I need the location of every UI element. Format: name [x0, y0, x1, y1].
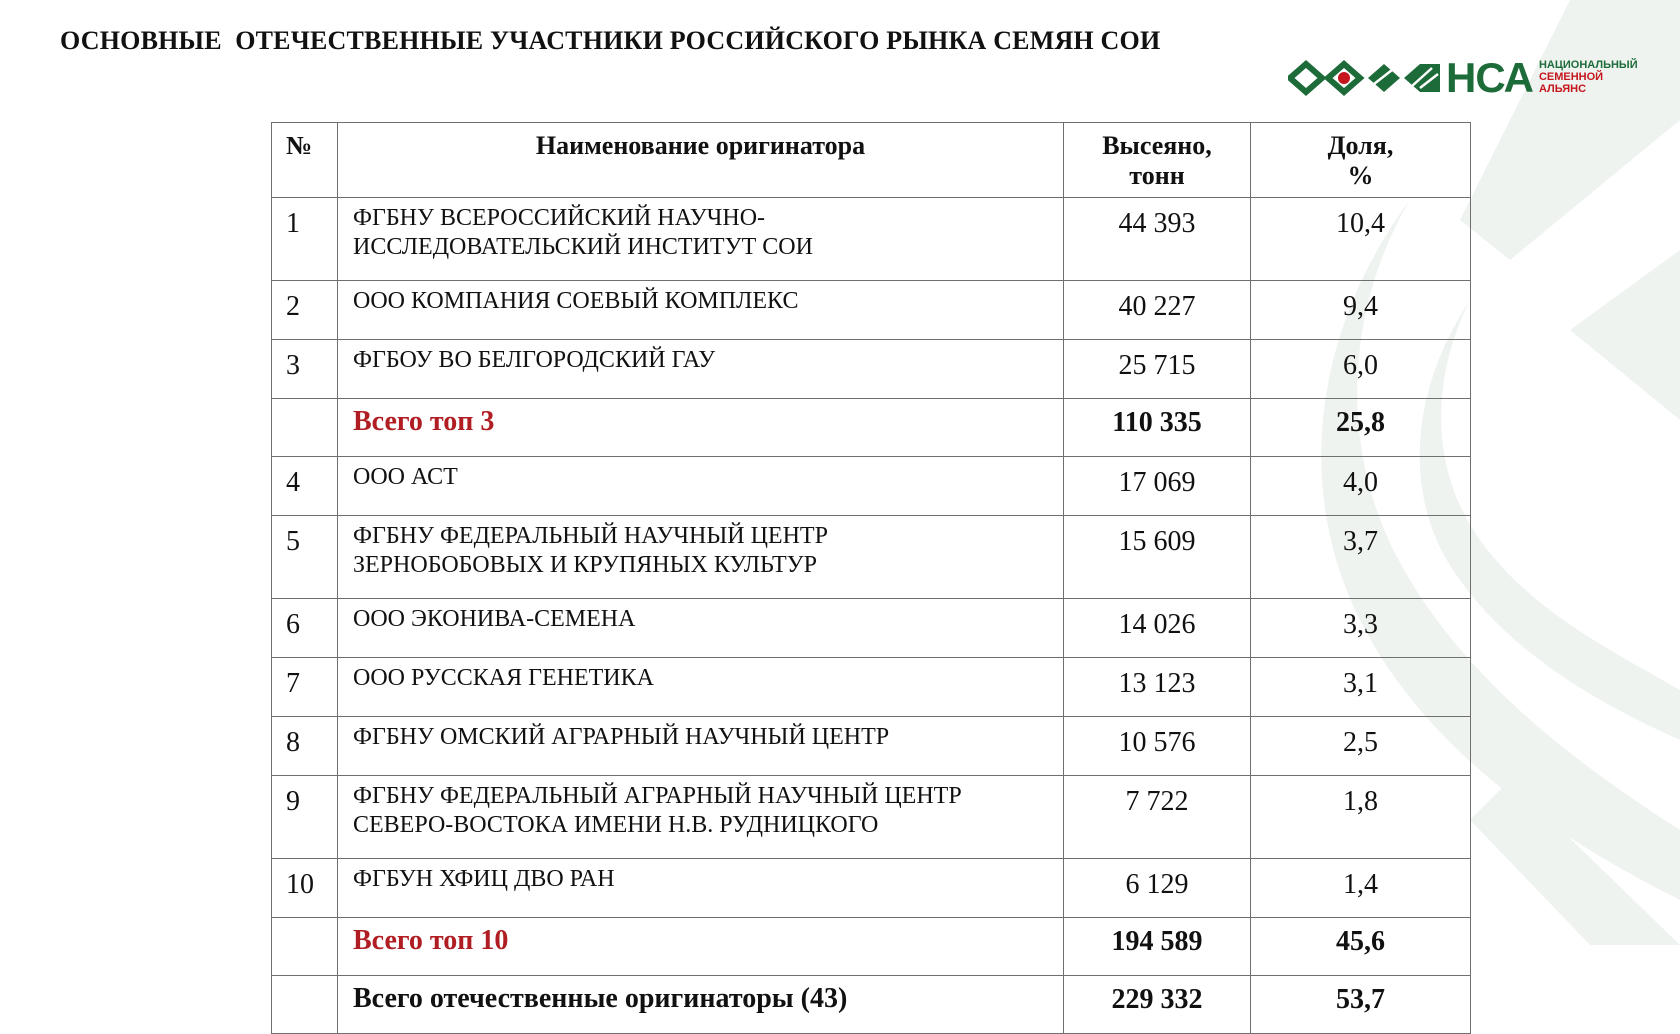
- total-sown: 194 589: [1064, 918, 1251, 976]
- row-name: [338, 516, 1064, 599]
- row-share: 10,4: [1251, 198, 1471, 281]
- logo-emblem-icon: [1288, 56, 1444, 100]
- row-num: 5: [272, 516, 338, 599]
- header-share-line1: Доля,: [1327, 131, 1394, 160]
- row-num: 8: [272, 717, 338, 776]
- row-sown: 10 576: [1064, 717, 1251, 776]
- row-share: 2,5: [1251, 717, 1471, 776]
- row-name-line2: СЕВЕРО-ВОСТОКА ИМЕНИ Н.В. РУДНИЦКОГО: [353, 812, 879, 838]
- row-sown: 6 129: [1064, 859, 1251, 918]
- row-sown: 7 722: [1064, 776, 1251, 859]
- table-row: [272, 340, 1471, 399]
- table-row: [272, 457, 1471, 516]
- header-share: [1251, 123, 1471, 198]
- logo-caption-line3: АЛЬЯНС: [1538, 83, 1587, 95]
- total-row-domestic: [272, 976, 1471, 1034]
- row-num: 7: [272, 658, 338, 717]
- total-label: Всего топ 3: [338, 399, 1064, 457]
- row-num-empty: [272, 399, 338, 457]
- row-share: 1,8: [1251, 776, 1471, 859]
- row-share: 1,4: [1251, 859, 1471, 918]
- row-name: ООО ЭКОНИВА-СЕМЕНА: [338, 599, 1064, 658]
- row-num-empty: [272, 918, 338, 976]
- row-sown: 17 069: [1064, 457, 1251, 516]
- row-name: ФГБНУ ОМСКИЙ АГРАРНЫЙ НАУЧНЫЙ ЦЕНТР: [338, 717, 1064, 776]
- row-share: 3,1: [1251, 658, 1471, 717]
- total-sown: 229 332: [1064, 976, 1251, 1034]
- row-sown: 40 227: [1064, 281, 1251, 340]
- row-num: 10: [272, 859, 338, 918]
- row-share: 6,0: [1251, 340, 1471, 399]
- total-share: 25,8: [1251, 399, 1471, 457]
- logo-caption-line2: СЕМЕННОЙ: [1538, 71, 1604, 83]
- row-name: ООО АСТ: [338, 457, 1064, 516]
- table-row: [272, 859, 1471, 918]
- header-name: Наименование оригинатора: [338, 123, 1064, 198]
- row-num: 1: [272, 198, 338, 281]
- table-row: [272, 658, 1471, 717]
- row-share: 3,7: [1251, 516, 1471, 599]
- header-sown: [1064, 123, 1251, 198]
- nsa-logo: [1288, 56, 1658, 100]
- row-num: 3: [272, 340, 338, 399]
- row-share: 3,3: [1251, 599, 1471, 658]
- row-num-empty: [272, 976, 338, 1034]
- row-share: 9,4: [1251, 281, 1471, 340]
- logo-name: НСА: [1446, 54, 1533, 101]
- table-row: [272, 599, 1471, 658]
- total-share: 53,7: [1251, 976, 1471, 1034]
- row-num: 6: [272, 599, 338, 658]
- row-share: 4,0: [1251, 457, 1471, 516]
- table-header-row: [272, 123, 1471, 198]
- total-label: Всего отечественные оригинаторы (43): [338, 976, 1064, 1034]
- table-row: [272, 281, 1471, 340]
- row-name-line1: ФГБНУ ФЕДЕРАЛЬНЫЙ НАУЧНЫЙ ЦЕНТР: [353, 523, 828, 549]
- total-sown: 110 335: [1064, 399, 1251, 457]
- table-row: [272, 516, 1471, 599]
- soy-seed-market-table: [271, 122, 1471, 1034]
- row-num: 2: [272, 281, 338, 340]
- row-name-line1: ФГБНУ ВСЕРОССИЙСКИЙ НАУЧНО-: [353, 205, 766, 231]
- header-sown-line2: тонн: [1129, 161, 1185, 190]
- row-sown: 13 123: [1064, 658, 1251, 717]
- total-label: Всего топ 10: [338, 918, 1064, 976]
- table-row: [272, 717, 1471, 776]
- logo-caption-line1: НАЦИОНАЛЬНЫЙ: [1538, 59, 1638, 71]
- row-sown: 25 715: [1064, 340, 1251, 399]
- row-name-line2: ЗЕРНОБОБОВЫХ И КРУПЯНЫХ КУЛЬТУР: [353, 552, 817, 578]
- header-sown-line1: Высеяно,: [1102, 131, 1212, 160]
- row-num: 9: [272, 776, 338, 859]
- header-share-line2: %: [1347, 161, 1374, 190]
- row-name: ФГБОУ ВО БЕЛГОРОДСКИЙ ГАУ: [338, 340, 1064, 399]
- row-name: ФГБУН ХФИЦ ДВО РАН: [338, 859, 1064, 918]
- row-name: ООО КОМПАНИЯ СОЕВЫЙ КОМПЛЕКС: [338, 281, 1064, 340]
- table-row: [272, 198, 1471, 281]
- row-name: ООО РУССКАЯ ГЕНЕТИКА: [338, 658, 1064, 717]
- row-name: [338, 776, 1064, 859]
- row-name-line1: ФГБНУ ФЕДЕРАЛЬНЫЙ АГРАРНЫЙ НАУЧНЫЙ ЦЕНТР: [353, 783, 962, 809]
- page-title: ОСНОВНЫЕ ОТЕЧЕСТВЕННЫЕ УЧАСТНИКИ РОССИЙСКОГО РЫНКА СЕМЯН СОИ: [60, 26, 1161, 55]
- row-num: 4: [272, 457, 338, 516]
- logo-caption: [1539, 59, 1638, 95]
- row-sown: 44 393: [1064, 198, 1251, 281]
- total-row-top10: [272, 918, 1471, 976]
- total-share: 45,6: [1251, 918, 1471, 976]
- row-name-line2: ИССЛЕДОВАТЕЛЬСКИЙ ИНСТИТУТ СОИ: [353, 234, 813, 260]
- row-name: [338, 198, 1064, 281]
- row-sown: 14 026: [1064, 599, 1251, 658]
- header-num: №: [272, 123, 338, 198]
- total-row-top3: [272, 399, 1471, 457]
- table-row: [272, 776, 1471, 859]
- row-sown: 15 609: [1064, 516, 1251, 599]
